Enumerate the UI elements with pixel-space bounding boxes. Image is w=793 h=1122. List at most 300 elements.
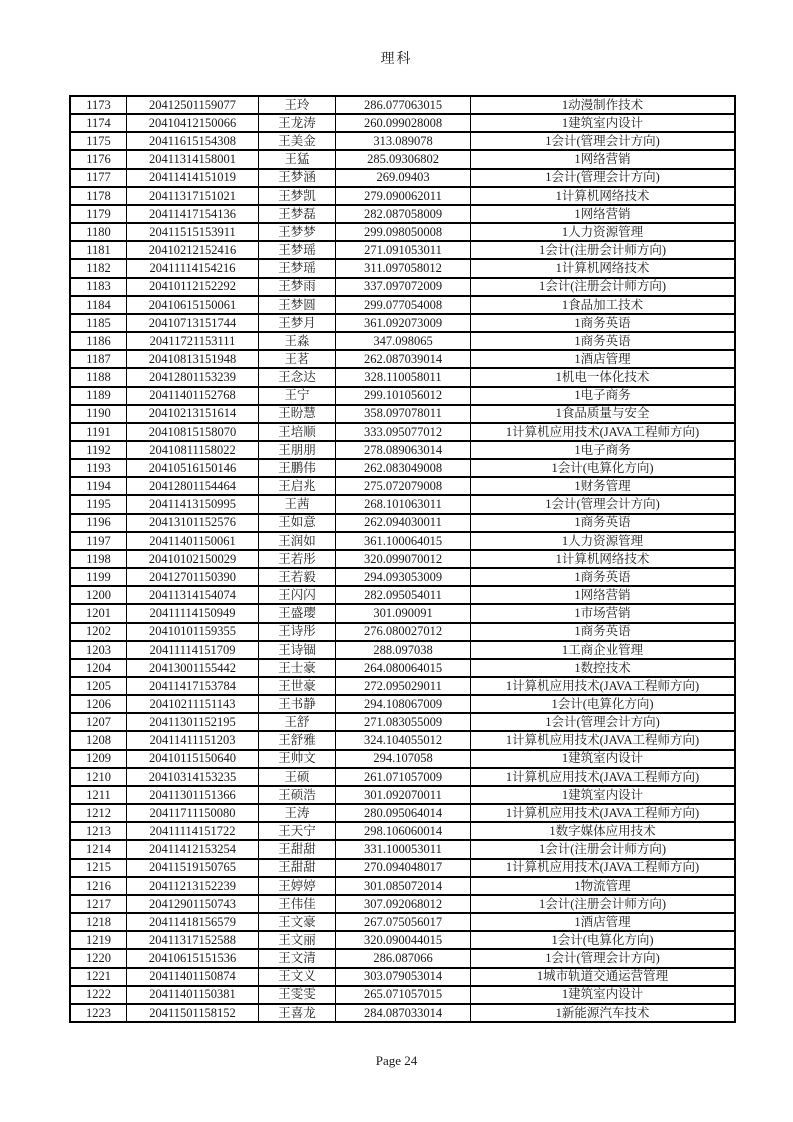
table-row <box>70 332 735 350</box>
name-cell: 王盛璎 <box>259 604 336 622</box>
major-cell: 1人力资源管理 <box>471 532 736 550</box>
major-cell: 1会计(电算化方向) <box>471 695 736 713</box>
major-cell: 1会计(注册会计师方向) <box>471 895 736 913</box>
name-cell: 王硕 <box>259 768 336 786</box>
major-cell: 1会计(注册会计师方向) <box>471 278 736 296</box>
table-row <box>70 677 735 695</box>
row-index-cell: 1195 <box>70 495 127 513</box>
score-cell: 301.090091 <box>336 604 471 622</box>
name-cell: 王若毅 <box>259 568 336 586</box>
row-index-cell: 1219 <box>70 931 127 949</box>
major-cell: 1网络营销 <box>471 205 736 223</box>
table-row <box>70 568 735 586</box>
score-cell: 337.097072009 <box>336 278 471 296</box>
score-cell: 324.104055012 <box>336 731 471 749</box>
row-index-cell: 1206 <box>70 695 127 713</box>
row-index-cell: 1221 <box>70 968 127 986</box>
exam-id-cell: 20412901150743 <box>127 895 259 913</box>
name-cell: 王梦瑶 <box>259 241 336 259</box>
table-row <box>70 641 735 659</box>
score-cell: 301.085072014 <box>336 877 471 895</box>
name-cell: 王梦瑶 <box>259 259 336 277</box>
exam-id-cell: 20410811158022 <box>127 441 259 459</box>
table-row <box>70 514 735 532</box>
table-row <box>70 1004 735 1022</box>
major-cell: 1建筑室内设计 <box>471 114 736 132</box>
exam-id-cell: 20412801153239 <box>127 368 259 386</box>
table-row <box>70 459 735 477</box>
score-cell: 268.101063011 <box>336 495 471 513</box>
score-cell: 288.097038 <box>336 641 471 659</box>
page-number: Page 24 <box>375 1053 418 1068</box>
table-row <box>70 822 735 840</box>
major-cell: 1会计(管理会计方向) <box>471 169 736 187</box>
table-row <box>70 786 735 804</box>
row-index-cell: 1188 <box>70 368 127 386</box>
name-cell: 王念达 <box>259 368 336 386</box>
table-row <box>70 895 735 913</box>
score-cell: 286.077063015 <box>336 96 471 114</box>
table-row <box>70 968 735 986</box>
row-index-cell: 1173 <box>70 96 127 114</box>
table-row <box>70 223 735 241</box>
major-cell: 1网络营销 <box>471 586 736 604</box>
exam-id-cell: 20411721153111 <box>127 332 259 350</box>
table-row <box>70 768 735 786</box>
table-row <box>70 259 735 277</box>
page-title: 理科 <box>380 52 413 67</box>
name-cell: 王闪闪 <box>259 586 336 604</box>
score-cell: 361.092073009 <box>336 314 471 332</box>
name-cell: 王美金 <box>259 132 336 150</box>
table-row <box>70 114 735 132</box>
name-cell: 王文清 <box>259 949 336 967</box>
name-cell: 王天宁 <box>259 822 336 840</box>
table-row <box>70 659 735 677</box>
row-index-cell: 1189 <box>70 387 127 405</box>
score-cell: 260.099028008 <box>336 114 471 132</box>
major-cell: 1计算机网络技术 <box>471 187 736 205</box>
major-cell: 1市场营销 <box>471 604 736 622</box>
table-row <box>70 986 735 1004</box>
table-row <box>70 169 735 187</box>
exam-id-cell: 20410615151536 <box>127 949 259 967</box>
score-cell: 294.108067009 <box>336 695 471 713</box>
table-row <box>70 586 735 604</box>
name-cell: 王启兆 <box>259 477 336 495</box>
name-cell: 王润如 <box>259 532 336 550</box>
row-index-cell: 1193 <box>70 459 127 477</box>
major-cell: 1财务管理 <box>471 477 736 495</box>
table-row <box>70 350 735 368</box>
name-cell: 王龙涛 <box>259 114 336 132</box>
major-cell: 1商务英语 <box>471 623 736 641</box>
row-index-cell: 1208 <box>70 731 127 749</box>
major-cell: 1会计(电算化方向) <box>471 931 736 949</box>
row-index-cell: 1176 <box>70 150 127 168</box>
row-index-cell: 1191 <box>70 423 127 441</box>
score-cell: 333.095077012 <box>336 423 471 441</box>
row-index-cell: 1186 <box>70 332 127 350</box>
table-row <box>70 495 735 513</box>
exam-id-cell: 20410115150640 <box>127 750 259 768</box>
exam-id-cell: 20412801154464 <box>127 477 259 495</box>
score-cell: 303.079053014 <box>336 968 471 986</box>
score-cell: 311.097058012 <box>336 259 471 277</box>
score-cell: 328.110058011 <box>336 368 471 386</box>
exam-id-cell: 20410102150029 <box>127 550 259 568</box>
major-cell: 1计算机应用技术(JAVA工程师方向) <box>471 677 736 695</box>
score-cell: 262.094030011 <box>336 514 471 532</box>
score-cell: 301.092070011 <box>336 786 471 804</box>
row-index-cell: 1199 <box>70 568 127 586</box>
exam-id-cell: 20411418156579 <box>127 913 259 931</box>
table-row <box>70 750 735 768</box>
row-index-cell: 1210 <box>70 768 127 786</box>
score-table <box>69 95 736 1023</box>
table-row <box>70 423 735 441</box>
name-cell: 王书静 <box>259 695 336 713</box>
name-cell: 王培顺 <box>259 423 336 441</box>
name-cell: 王文义 <box>259 968 336 986</box>
major-cell: 1计算机网络技术 <box>471 550 736 568</box>
score-cell: 265.071057015 <box>336 986 471 1004</box>
major-cell: 1电子商务 <box>471 441 736 459</box>
exam-id-cell: 20411301152195 <box>127 713 259 731</box>
major-cell: 1数字媒体应用技术 <box>471 822 736 840</box>
table-row <box>70 150 735 168</box>
table-row <box>70 241 735 259</box>
major-cell: 1会计(注册会计师方向) <box>471 241 736 259</box>
score-cell: 262.083049008 <box>336 459 471 477</box>
major-cell: 1计算机应用技术(JAVA工程师方向) <box>471 859 736 877</box>
exam-id-cell: 20411417153784 <box>127 677 259 695</box>
exam-id-cell: 20413101152576 <box>127 514 259 532</box>
table-row <box>70 731 735 749</box>
exam-id-cell: 20411314154074 <box>127 586 259 604</box>
name-cell: 王梦雨 <box>259 278 336 296</box>
name-cell: 王帅文 <box>259 750 336 768</box>
score-cell: 320.099070012 <box>336 550 471 568</box>
table-row <box>70 695 735 713</box>
table-row <box>70 96 735 114</box>
major-cell: 1食品加工技术 <box>471 296 736 314</box>
exam-id-cell: 20410813151948 <box>127 350 259 368</box>
score-cell: 261.071057009 <box>336 768 471 786</box>
row-index-cell: 1178 <box>70 187 127 205</box>
table-row <box>70 205 735 223</box>
score-cell: 361.100064015 <box>336 532 471 550</box>
score-cell: 269.09403 <box>336 169 471 187</box>
name-cell: 王梦圆 <box>259 296 336 314</box>
name-cell: 王梦月 <box>259 314 336 332</box>
name-cell: 王喜龙 <box>259 1004 336 1022</box>
score-cell: 270.094048017 <box>336 859 471 877</box>
table-row <box>70 931 735 949</box>
exam-id-cell: 20410112152292 <box>127 278 259 296</box>
major-cell: 1会计(管理会计方向) <box>471 132 736 150</box>
row-index-cell: 1201 <box>70 604 127 622</box>
row-index-cell: 1194 <box>70 477 127 495</box>
score-cell: 282.087058009 <box>336 205 471 223</box>
row-index-cell: 1213 <box>70 822 127 840</box>
exam-id-cell: 20411401150381 <box>127 986 259 1004</box>
exam-id-cell: 20411317151021 <box>127 187 259 205</box>
table-row <box>70 314 735 332</box>
score-cell: 275.072079008 <box>336 477 471 495</box>
major-cell: 1计算机应用技术(JAVA工程师方向) <box>471 768 736 786</box>
exam-id-cell: 20411615154308 <box>127 132 259 150</box>
score-cell: 271.091053011 <box>336 241 471 259</box>
name-cell: 王婷婷 <box>259 877 336 895</box>
name-cell: 王伟佳 <box>259 895 336 913</box>
score-cell: 286.087066 <box>336 949 471 967</box>
name-cell: 王若彤 <box>259 550 336 568</box>
major-cell: 1数控技术 <box>471 659 736 677</box>
exam-id-cell: 20411401150874 <box>127 968 259 986</box>
row-index-cell: 1215 <box>70 859 127 877</box>
score-cell: 347.098065 <box>336 332 471 350</box>
score-cell: 299.098050008 <box>336 223 471 241</box>
score-cell: 313.089078 <box>336 132 471 150</box>
row-index-cell: 1192 <box>70 441 127 459</box>
row-index-cell: 1212 <box>70 804 127 822</box>
exam-id-cell: 20411213152239 <box>127 877 259 895</box>
table-row <box>70 877 735 895</box>
name-cell: 王诗彤 <box>259 623 336 641</box>
major-cell: 1酒店管理 <box>471 913 736 931</box>
row-index-cell: 1217 <box>70 895 127 913</box>
row-index-cell: 1196 <box>70 514 127 532</box>
row-index-cell: 1182 <box>70 259 127 277</box>
exam-id-cell: 20411114151722 <box>127 822 259 840</box>
table-row <box>70 405 735 423</box>
exam-id-cell: 20410101159355 <box>127 623 259 641</box>
score-cell: 307.092068012 <box>336 895 471 913</box>
major-cell: 1新能源汽车技术 <box>471 1004 736 1022</box>
score-cell: 280.095064014 <box>336 804 471 822</box>
score-cell: 282.095054011 <box>336 586 471 604</box>
row-index-cell: 1218 <box>70 913 127 931</box>
score-cell: 294.093053009 <box>336 568 471 586</box>
major-cell: 1建筑室内设计 <box>471 786 736 804</box>
table-row <box>70 187 735 205</box>
row-index-cell: 1197 <box>70 532 127 550</box>
major-cell: 1商务英语 <box>471 314 736 332</box>
exam-id-cell: 20410713151744 <box>127 314 259 332</box>
table-row <box>70 368 735 386</box>
name-cell: 王甜甜 <box>259 840 336 858</box>
exam-id-cell: 20411519150765 <box>127 859 259 877</box>
score-cell: 262.087039014 <box>336 350 471 368</box>
score-cell: 299.077054008 <box>336 296 471 314</box>
row-index-cell: 1205 <box>70 677 127 695</box>
table-row <box>70 859 735 877</box>
score-cell: 267.075056017 <box>336 913 471 931</box>
table-row <box>70 532 735 550</box>
row-index-cell: 1183 <box>70 278 127 296</box>
exam-id-cell: 20411411151203 <box>127 731 259 749</box>
exam-id-cell: 20412501159077 <box>127 96 259 114</box>
score-cell: 284.087033014 <box>336 1004 471 1022</box>
exam-id-cell: 20411414151019 <box>127 169 259 187</box>
major-cell: 1计算机应用技术(JAVA工程师方向) <box>471 731 736 749</box>
major-cell: 1食品质量与安全 <box>471 405 736 423</box>
table-row <box>70 804 735 822</box>
score-cell: 331.100053011 <box>336 840 471 858</box>
row-index-cell: 1203 <box>70 641 127 659</box>
exam-id-cell: 20410211151143 <box>127 695 259 713</box>
name-cell: 王梦涵 <box>259 169 336 187</box>
major-cell: 1商务英语 <box>471 332 736 350</box>
major-cell: 1商务英语 <box>471 568 736 586</box>
table-row <box>70 278 735 296</box>
row-index-cell: 1179 <box>70 205 127 223</box>
major-cell: 1会计(管理会计方向) <box>471 495 736 513</box>
exam-id-cell: 20410314153235 <box>127 768 259 786</box>
major-cell: 1建筑室内设计 <box>471 750 736 768</box>
name-cell: 王舒雅 <box>259 731 336 749</box>
name-cell: 王诗锢 <box>259 641 336 659</box>
major-cell: 1人力资源管理 <box>471 223 736 241</box>
exam-id-cell: 20410412150066 <box>127 114 259 132</box>
score-cell: 271.083055009 <box>336 713 471 731</box>
row-index-cell: 1209 <box>70 750 127 768</box>
row-index-cell: 1223 <box>70 1004 127 1022</box>
name-cell: 王甜甜 <box>259 859 336 877</box>
name-cell: 王宁 <box>259 387 336 405</box>
exam-id-cell: 20411501158152 <box>127 1004 259 1022</box>
score-cell: 264.080064015 <box>336 659 471 677</box>
exam-id-cell: 20411317152588 <box>127 931 259 949</box>
name-cell: 王茗 <box>259 350 336 368</box>
name-cell: 王梦梦 <box>259 223 336 241</box>
name-cell: 王舒 <box>259 713 336 731</box>
row-index-cell: 1184 <box>70 296 127 314</box>
name-cell: 王梦凯 <box>259 187 336 205</box>
table-row <box>70 441 735 459</box>
major-cell: 1建筑室内设计 <box>471 986 736 1004</box>
major-cell: 1计算机应用技术(JAVA工程师方向) <box>471 804 736 822</box>
row-index-cell: 1174 <box>70 114 127 132</box>
major-cell: 1物流管理 <box>471 877 736 895</box>
major-cell: 1电子商务 <box>471 387 736 405</box>
name-cell: 王文丽 <box>259 931 336 949</box>
score-cell: 294.107058 <box>336 750 471 768</box>
score-cell: 285.09306802 <box>336 150 471 168</box>
table-row <box>70 949 735 967</box>
major-cell: 1计算机网络技术 <box>471 259 736 277</box>
name-cell: 王淼 <box>259 332 336 350</box>
table-row <box>70 913 735 931</box>
major-cell: 1城市轨道交通运营管理 <box>471 968 736 986</box>
exam-id-cell: 20411711150080 <box>127 804 259 822</box>
table-row <box>70 713 735 731</box>
name-cell: 王茜 <box>259 495 336 513</box>
table-row <box>70 623 735 641</box>
exam-id-cell: 20410212152416 <box>127 241 259 259</box>
name-cell: 王盼慧 <box>259 405 336 423</box>
row-index-cell: 1216 <box>70 877 127 895</box>
name-cell: 王文豪 <box>259 913 336 931</box>
exam-id-cell: 20411417154136 <box>127 205 259 223</box>
row-index-cell: 1200 <box>70 586 127 604</box>
score-cell: 279.090062011 <box>336 187 471 205</box>
major-cell: 1会计(注册会计师方向) <box>471 840 736 858</box>
row-index-cell: 1211 <box>70 786 127 804</box>
score-cell: 298.106060014 <box>336 822 471 840</box>
name-cell: 王世豪 <box>259 677 336 695</box>
exam-id-cell: 20412701150390 <box>127 568 259 586</box>
major-cell: 1商务英语 <box>471 514 736 532</box>
row-index-cell: 1185 <box>70 314 127 332</box>
exam-id-cell: 20411114154216 <box>127 259 259 277</box>
major-cell: 1酒店管理 <box>471 350 736 368</box>
exam-id-cell: 20413001155442 <box>127 659 259 677</box>
name-cell: 王朋朋 <box>259 441 336 459</box>
exam-id-cell: 20411114151709 <box>127 641 259 659</box>
exam-id-cell: 20411401150061 <box>127 532 259 550</box>
exam-id-cell: 20410615150061 <box>127 296 259 314</box>
score-table-body <box>70 96 735 1022</box>
exam-id-cell: 20411301151366 <box>127 786 259 804</box>
name-cell: 王雯雯 <box>259 986 336 1004</box>
exam-id-cell: 20411401152768 <box>127 387 259 405</box>
row-index-cell: 1207 <box>70 713 127 731</box>
table-row <box>70 477 735 495</box>
name-cell: 王涛 <box>259 804 336 822</box>
score-cell: 299.101056012 <box>336 387 471 405</box>
row-index-cell: 1222 <box>70 986 127 1004</box>
exam-id-cell: 20411515153911 <box>127 223 259 241</box>
name-cell: 王士豪 <box>259 659 336 677</box>
exam-id-cell: 20411413150995 <box>127 495 259 513</box>
row-index-cell: 1214 <box>70 840 127 858</box>
table-row <box>70 387 735 405</box>
score-cell: 358.097078011 <box>336 405 471 423</box>
row-index-cell: 1204 <box>70 659 127 677</box>
name-cell: 王玲 <box>259 96 336 114</box>
exam-id-cell: 20410213151614 <box>127 405 259 423</box>
row-index-cell: 1220 <box>70 949 127 967</box>
row-index-cell: 1187 <box>70 350 127 368</box>
table-row <box>70 840 735 858</box>
score-cell: 320.090044015 <box>336 931 471 949</box>
major-cell: 1会计(管理会计方向) <box>471 713 736 731</box>
major-cell: 1计算机应用技术(JAVA工程师方向) <box>471 423 736 441</box>
name-cell: 王如意 <box>259 514 336 532</box>
score-cell: 276.080027012 <box>336 623 471 641</box>
exam-id-cell: 20411314158001 <box>127 150 259 168</box>
exam-id-cell: 20410815158070 <box>127 423 259 441</box>
name-cell: 王猛 <box>259 150 336 168</box>
exam-id-cell: 20411412153254 <box>127 840 259 858</box>
major-cell: 1动漫制作技术 <box>471 96 736 114</box>
row-index-cell: 1177 <box>70 169 127 187</box>
score-cell: 272.095029011 <box>336 677 471 695</box>
table-row <box>70 550 735 568</box>
name-cell: 王硕浩 <box>259 786 336 804</box>
table-row <box>70 296 735 314</box>
name-cell: 王鹏伟 <box>259 459 336 477</box>
row-index-cell: 1180 <box>70 223 127 241</box>
row-index-cell: 1202 <box>70 623 127 641</box>
major-cell: 1机电一体化技术 <box>471 368 736 386</box>
exam-id-cell: 20410516150146 <box>127 459 259 477</box>
name-cell: 王梦磊 <box>259 205 336 223</box>
major-cell: 1网络营销 <box>471 150 736 168</box>
exam-id-cell: 20411114150949 <box>127 604 259 622</box>
